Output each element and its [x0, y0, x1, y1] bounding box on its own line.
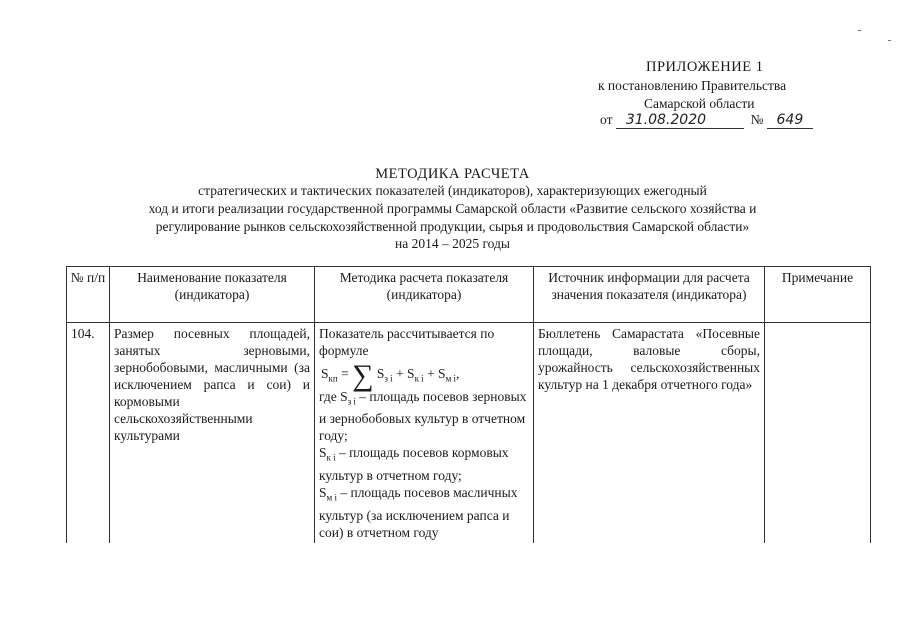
definition-1: где $S_{з i}$ – площадь посевов зерновых и зернобобовых культур в отчетном году; — [319, 388, 527, 444]
appendix-date-line — [600, 112, 813, 129]
number-prefix: № — [750, 112, 764, 127]
sum-symbol: ∑ — [352, 359, 374, 392]
header-note: Примечание — [765, 267, 871, 323]
document-subtitle-4: на 2014 – 2025 годы — [395, 236, 510, 251]
table-header-row — [67, 267, 871, 323]
appendix-line2: Самарской области — [644, 96, 755, 111]
definition-3: $S_{м i}$ – площадь посевов масличных культур (за исключением рапса и сои) в отчетном году — [319, 485, 518, 540]
row-indicator-name: Размер посевных площадей, занятых зерновыми, зернобобовыми, масличными (за исключением рапса и сои) и кормовыми сельскохозяйственными культурами — [110, 323, 315, 543]
scan-speck — [858, 30, 861, 31]
header-method: Методика расчета показателя (индикатора) — [315, 267, 534, 323]
document-subtitle-1: стратегических и тактических показателей (индикаторов), характеризующих ежегодный — [198, 183, 707, 198]
definition-2: $S_{к i}$ – площадь посевов кормовых культур в отчетном году; — [319, 445, 509, 484]
sum-formula: $S_{кп}$ = ∑ $S_{з i} + S_{к i} + S_{м i}$, — [321, 359, 460, 392]
handwritten-date: 31.08.2020 — [616, 112, 744, 129]
handwritten-number: 649 — [767, 112, 813, 129]
table-row — [67, 323, 871, 543]
indicators-table — [66, 266, 871, 543]
method-intro: Показатель рассчитывается по формуле — [319, 326, 495, 358]
scan-speck — [888, 40, 891, 41]
document-subtitle-2: ход и итоги реализации государственной программы Самарской области «Развитие сельского хозяйства и — [148, 201, 757, 216]
header-indicator-name: Наименование показателя (индикатора) — [110, 267, 315, 323]
document-title: МЕТОДИКА РАСЧЕТА — [375, 166, 530, 182]
header-source: Источник информации для расчета значения показателя (индикатора) — [534, 267, 765, 323]
header-number: № п/п — [67, 267, 110, 323]
row-method — [315, 323, 534, 543]
appendix-line1: к постановлению Правительства — [598, 78, 787, 93]
row-source: Бюллетень Самарастата «Посевные площади, валовые сборы, урожайность сельскохозяйственных культур на 1 декабря отчетного года» — [534, 323, 765, 543]
row-note — [765, 323, 871, 543]
document-subtitle-3: регулирование рынков сельскохозяйственной продукции, сырья и продовольствия Самарской области» — [155, 219, 750, 234]
date-prefix: от — [600, 112, 613, 127]
appendix-title: ПРИЛОЖЕНИЕ 1 — [646, 59, 764, 75]
row-number: 104. — [67, 323, 110, 543]
